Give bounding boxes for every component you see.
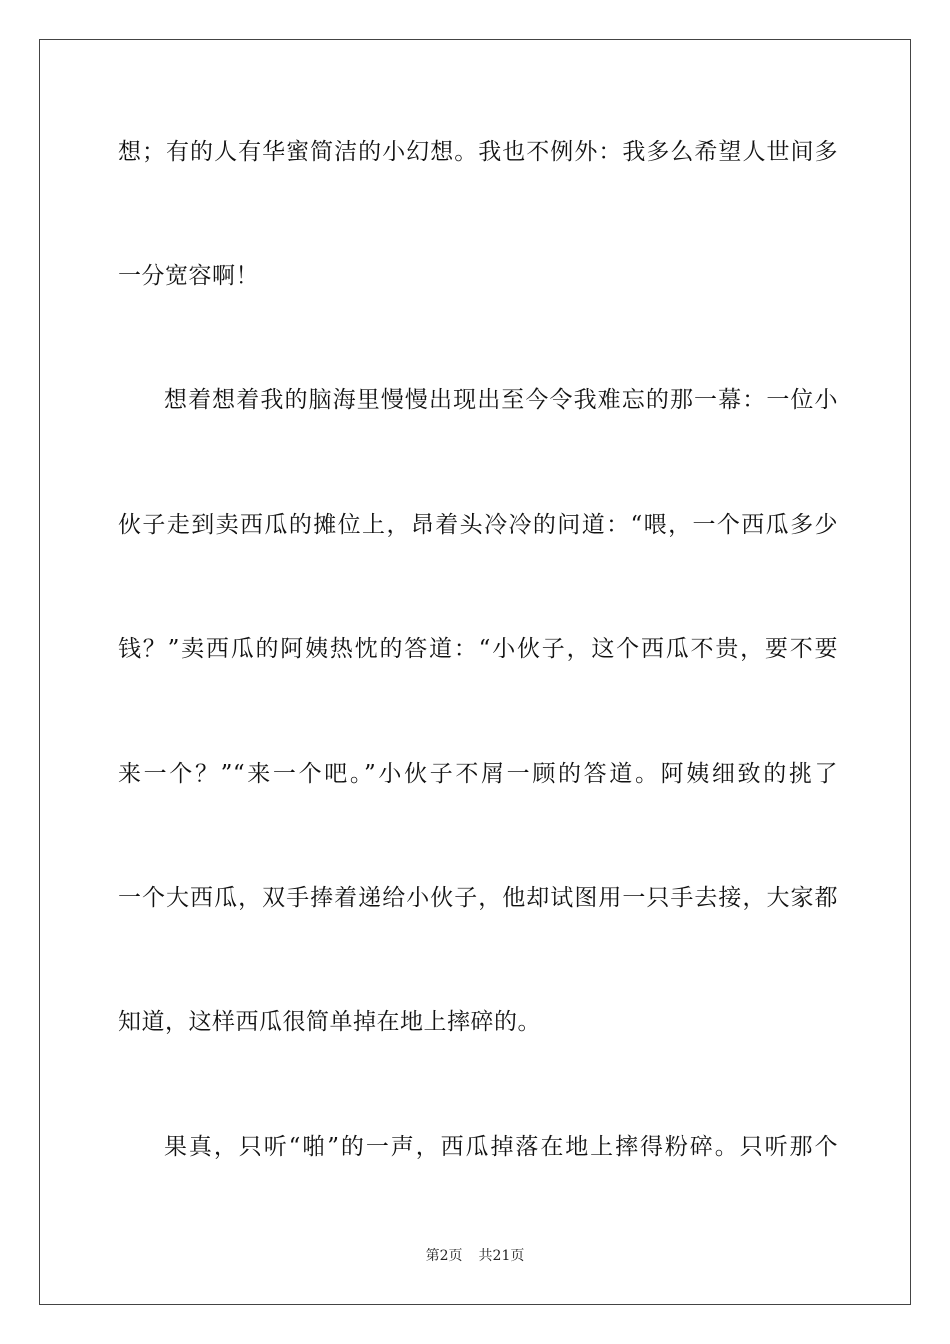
body-line-1: 想；有的人有华蜜简洁的小幻想。我也不例外：我多么希望人世间多 — [118, 139, 838, 165]
body-line-5: 钱？”卖西瓜的阿姨热忱的答道：“小伙子，这个西瓜不贵，要不要 — [118, 636, 838, 662]
body-line-2: 一分宽容啊！ — [118, 263, 259, 289]
page-border — [39, 39, 911, 1305]
page-number-current: 第2页 — [425, 1248, 463, 1264]
body-line-3: 想着想着我的脑海里慢慢出现出至今令我难忘的那一幕：一位小 — [164, 387, 838, 413]
page-number-total: 共21页 — [478, 1248, 525, 1264]
body-line-7: 一个大西瓜，双手捧着递给小伙子，他却试图用一只手去接，大家都 — [118, 885, 838, 911]
body-line-9: 果真，只听“啪”的一声，西瓜掉落在地上摔得粉碎。只听那个 — [164, 1134, 838, 1160]
body-line-4: 伙子走到卖西瓜的摊位上，昂着头冷冷的问道：“喂，一个西瓜多少 — [118, 512, 838, 538]
body-line-6: 来一个？”“来一个吧。”小伙子不屑一顾的答道。阿姨细致的挑了 — [118, 761, 838, 787]
page-footer — [0, 1246, 950, 1266]
body-line-8: 知道，这样西瓜很简单掉在地上摔碎的。 — [118, 1009, 541, 1035]
